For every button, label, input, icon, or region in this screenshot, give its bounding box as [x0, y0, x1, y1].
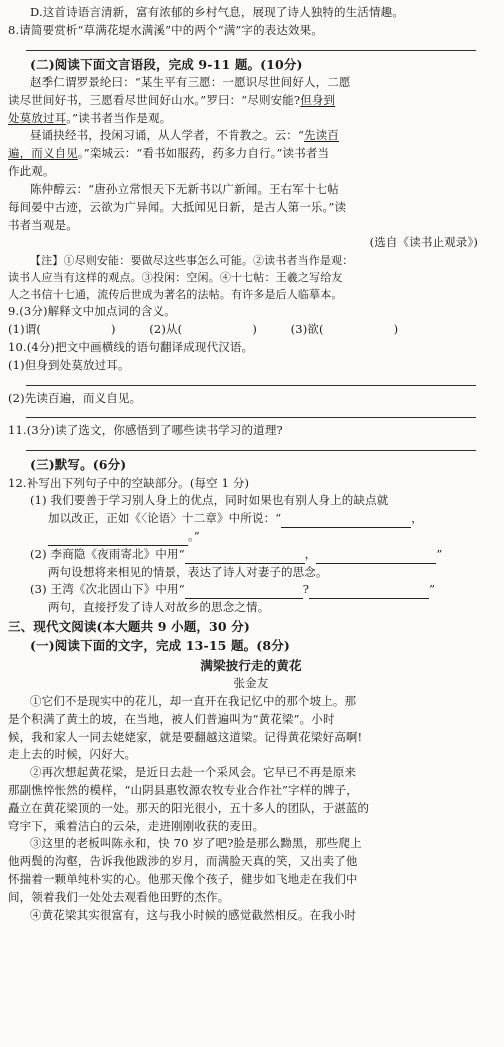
question-12-3-cont: 两句，直接抒发了诗人对故乡的思念之情。 — [48, 600, 270, 615]
passage-line: 处莫放过耳。”读书者当作是观。 — [8, 110, 172, 125]
question-10: 10.(4分)把文中画横线的语句翻译成现代汉语。 — [8, 339, 254, 354]
annotation: 人之书信十七通，流传后世成为著名的法帖。有许多是后人临摹本。 — [8, 288, 343, 302]
question-11: 11.(3分)读了选文，你感悟到了哪些读书学习的道理? — [8, 423, 283, 438]
fill-blank[interactable] — [309, 585, 429, 599]
question-12-2: (2) 李商隐《夜雨寄北》中用“ ， ” — [8, 546, 494, 564]
passage-line: 陈仲醇云：“唐孙立常恨天下无新书以广新闻。王右军十七帖 — [30, 181, 339, 196]
question-12-2-cont: 两句设想将来相见的情景，表达了诗人对妻子的思念。 — [48, 564, 328, 579]
question-10-1: (1)但身到处莫放过耳。 — [8, 357, 130, 372]
article-title: 满梁披行走的黄花 — [200, 657, 302, 673]
article-paragraph: 走上去的时候，闪好大。 — [8, 747, 137, 762]
option-d: D.这首诗语言清新，富有浓郁的乡村气息，展现了诗人独特的生活情趣。 — [30, 5, 404, 19]
article-paragraph: ②再次想起黄花梁，是近日去赴一个采风会。它早已不再是原来 — [30, 765, 357, 780]
fill-blank[interactable] — [281, 514, 411, 528]
passage-line: 遍，而义自见。”栾城云：“看书如服药，药多力自行。”读书者当 — [8, 146, 330, 161]
article-paragraph: 穹宇下，乘着洁白的云朵，走进刚刚收获的麦田。 — [8, 818, 265, 833]
question-12: 12.补写出下列句子中的空缺部分。(每空 1 分) — [8, 475, 250, 490]
article-paragraph: 他两鬓的沟壑，告诉我他跋涉的岁月，而满脸天真的笑，又出卖了他 — [8, 854, 358, 869]
question-10-2: (2)先读百遍，而义自见。 — [8, 390, 142, 405]
article-paragraph: 候，我和家人一同去姥姥家，就是要翻越这道梁。记得黄花梁好高啊! — [8, 729, 363, 744]
answer-line[interactable] — [26, 407, 476, 418]
fill-blank[interactable] — [316, 550, 436, 564]
answer-line[interactable] — [26, 375, 476, 386]
question-9-blanks: (1)谓( ) (2)从( ) (3)欲( ) — [8, 322, 399, 337]
fill-blank[interactable] — [185, 585, 303, 599]
passage-line: 赵季仁谓罗景纶曰：“某生平有三愿：一愿识尽世间好人，二愿 — [30, 75, 351, 89]
article-paragraph: ③这里的老板叫陈永和，快 70 岁了吧?脸是那么黝黑，那些爬上 — [30, 836, 362, 851]
fill-blank[interactable] — [48, 532, 188, 546]
article-paragraph: ④黄花梁其实很富有，这与我小时候的感觉截然相反。在我小时 — [30, 907, 357, 922]
article-paragraph: ①它们不是现实中的花儿，却一直开在我记忆中的那个坡上。那 — [30, 693, 357, 708]
section-heading-classical: (二)阅读下面文言语段，完成 9-11 题。(10分) — [30, 56, 303, 72]
question-12-1-end: 。” — [8, 528, 494, 546]
subsection-heading: (一)阅读下面的文字，完成 13-15 题。(8分) — [30, 638, 290, 654]
section-heading-dictation: (三)默写。(6分) — [30, 457, 127, 473]
article-paragraph: 那副憔悴怅然的模样，“山阴县惠牧源农牧专业合作社”字样的牌子， — [8, 783, 358, 798]
annotation: 读书人应当有这样的观点。③投闲：空闲。④十七帖：王羲之写给友 — [8, 271, 343, 285]
passage-line: 作此观。 — [8, 164, 55, 179]
passage-line: 每间晏中古迹，云欲为广异闻。大抵闻见日新，是古人第一乐。”读 — [8, 199, 347, 214]
passage-line: 昼诵抉经书，投闲习诵，从人学者，不肯教之。云：“先读百 — [30, 128, 339, 143]
question-12-1-cont: 加以改正，正如《〈论语〉十二章》中所说：“ ， — [8, 510, 494, 528]
source-citation: (选自《读书止观录》) — [369, 235, 478, 250]
article-paragraph: 是个积满了黄土的坡，在当地，被人们普遍叫为“黄花梁”。小时 — [8, 711, 335, 726]
article-paragraph: 矗立在黄花梁顶的一处。那天的阳光很小，五十多人的团队，于湛蓝的 — [8, 800, 370, 815]
question-12-1: (1) 我们要善于学习别人身上的优点，同时如果也有别人身上的缺点就 — [30, 493, 389, 508]
article-author: 张金友 — [233, 676, 269, 691]
passage-line: 书者当观是。 — [8, 217, 78, 232]
question-12-3: (3) 王湾《次北固山下》中用“ ? ” — [8, 581, 494, 599]
article-paragraph: 怀揣着一颗单纯朴实的心。他那天像个孩子，健步如飞地走在我们中 — [8, 872, 358, 887]
question-9: 9.(3分)解释文中加点词的含义。 — [8, 304, 176, 319]
answer-line[interactable] — [26, 40, 476, 51]
fill-blank[interactable] — [185, 550, 305, 564]
article-paragraph: 间，领着我们一处处去观看他田野的杰作。 — [8, 889, 230, 904]
annotation: 【注】①尽则安能：要做尽这些事怎么可能。②读书者当作是观： — [30, 254, 354, 268]
passage-line: 读尽世间好书，三愿看尽世间好山水。”罗曰：“尽则安能?但身到 — [8, 92, 336, 107]
question-8: 8.请简要赏析“草满花堤水满溪”中的两个“满”字的表达效果。 — [8, 22, 323, 37]
answer-line[interactable] — [26, 440, 476, 451]
section-heading-modern: 三、现代文阅读(本大题共 9 小题，30 分) — [8, 619, 250, 635]
